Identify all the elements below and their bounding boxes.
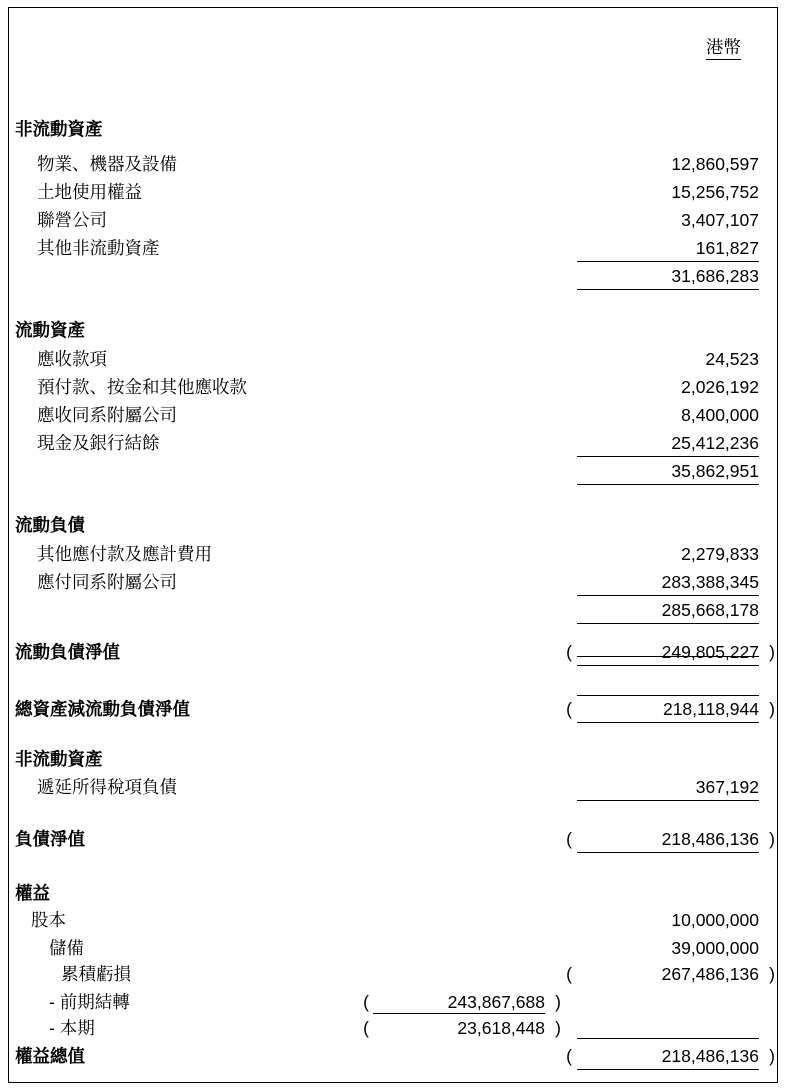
section-heading-non-current-assets (9, 116, 777, 142)
line-item-label: 物業、機器及設備 (37, 154, 177, 174)
total-assets-less-current-liabilities-row (9, 696, 777, 722)
net-current-liabilities-label: 流動負債淨值 (15, 642, 120, 662)
paren-open: ( (566, 642, 572, 662)
section-total (9, 597, 777, 623)
section-heading-current-assets (9, 317, 777, 343)
line-item-label: 土地使用權益 (37, 182, 142, 202)
line-item-amount: 2,279,833 (681, 544, 759, 564)
line-item-amount: 267,486,136 (661, 964, 759, 984)
section-heading-current-liabilities (9, 512, 777, 538)
net-current-liabilities-row (9, 639, 777, 665)
line-item-label: 股本 (31, 910, 66, 930)
line-item-amount: 3,407,107 (681, 210, 759, 230)
paren-open: ( (363, 992, 369, 1012)
paren-open: ( (363, 1018, 369, 1038)
total-assets-less-label: 總資產減流動負債淨值 (15, 699, 190, 719)
section-heading-non-current-liabilities (9, 746, 777, 772)
total-rule (577, 289, 759, 290)
line-item-label: 累積虧損 (61, 964, 131, 984)
equity-total-label: 權益總值 (15, 1046, 85, 1066)
subtotal-rule (577, 456, 759, 457)
section-total-amount: 285,668,178 (661, 600, 759, 620)
balance-sheet-frame (8, 7, 778, 1083)
line-item-amount: 8,400,000 (681, 405, 759, 425)
total-assets-less-amount: 218,118,944 (662, 699, 759, 719)
total-assets-less-rule-bottom (577, 722, 759, 723)
paren-close: ) (769, 1046, 775, 1066)
equity-total-rule-bottom (577, 1069, 759, 1070)
line-item-amount: 25,412,236 (671, 433, 759, 453)
equity-total-rule-top (577, 1038, 759, 1039)
line-item (9, 151, 777, 177)
accumulated-detail-rule (373, 1013, 545, 1014)
section-total-amount: 35,862,951 (671, 461, 759, 481)
line-item (9, 346, 777, 372)
line-item-amount: 10,000,000 (671, 910, 759, 930)
line-item (9, 569, 777, 595)
section-title: 權益 (15, 883, 50, 903)
line-item (9, 774, 777, 800)
line-item (9, 935, 777, 961)
paren-close: ) (769, 964, 775, 984)
line-item-label: 應收款項 (37, 349, 107, 369)
paren-close: ) (555, 992, 561, 1012)
paren-open: ( (566, 964, 572, 984)
line-item-amount: 161,827 (695, 238, 759, 258)
line-item-amount: 2,026,192 (681, 377, 759, 397)
line-item (9, 179, 777, 205)
line-item-label: 應付同系附屬公司 (37, 572, 177, 592)
paren-close: ) (555, 1018, 561, 1038)
line-item (9, 402, 777, 428)
line-item (9, 374, 777, 400)
deferred-tax-rule (577, 800, 759, 801)
net-liabilities-amount: 218,486,136 (661, 829, 759, 849)
paren-open: ( (566, 1046, 572, 1066)
section-total (9, 263, 777, 289)
paren-open: ( (566, 699, 572, 719)
total-rule (577, 623, 759, 624)
line-item-amount: 283,388,345 (661, 572, 759, 592)
net-current-liabilities-rule-bottom (577, 665, 759, 666)
section-title: 非流動資產 (15, 119, 103, 139)
line-item-label: 預付款、按金和其他應收款 (37, 377, 247, 397)
line-item-label: 遞延所得稅項負債 (37, 777, 177, 797)
section-total-amount: 31,686,283 (671, 266, 759, 286)
line-item-label: - 前期結轉 (49, 992, 130, 1012)
net-current-liabilities-amount: 249,805,227 (661, 642, 759, 662)
line-item-label: 其他應付款及應計費用 (37, 544, 212, 564)
paren-close: ) (769, 642, 775, 662)
subtotal-rule (577, 595, 759, 596)
line-item-amount: 23,618,448 (457, 1018, 545, 1038)
subtotal-rule (577, 261, 759, 262)
line-item (9, 541, 777, 567)
line-item (9, 907, 777, 933)
line-item-amount: 15,256,752 (671, 182, 759, 202)
paren-open: ( (566, 829, 572, 849)
line-item (9, 961, 777, 987)
section-title: 流動負債 (15, 515, 85, 535)
line-item-label: 聯營公司 (37, 210, 107, 230)
equity-total-row (9, 1043, 777, 1069)
section-heading-equity (9, 880, 777, 906)
total-rule (577, 484, 759, 485)
net-liabilities-row (9, 826, 777, 852)
line-item-label: 儲備 (49, 938, 84, 958)
line-item-amount: 367,192 (695, 777, 759, 797)
section-title: 非流動資產 (15, 749, 103, 769)
section-title: 流動資產 (15, 320, 85, 340)
net-liabilities-rule (577, 852, 759, 853)
line-item-amount: 12,860,597 (671, 154, 759, 174)
line-item-amount: 243,867,688 (447, 992, 545, 1012)
section-total (9, 458, 777, 484)
currency-header: 港幣 (706, 36, 741, 60)
line-item-label: 應收同系附屬公司 (37, 405, 177, 425)
line-item (9, 430, 777, 456)
line-item-label: 現金及銀行結餘 (37, 433, 160, 453)
line-item-amount: 39,000,000 (671, 938, 759, 958)
line-item (9, 235, 777, 261)
line-item-label: - 本期 (49, 1018, 95, 1038)
line-item-label: 其他非流動資產 (37, 238, 160, 258)
paren-close: ) (769, 829, 775, 849)
line-item-detail (9, 989, 777, 1015)
line-item-amount: 24,523 (705, 349, 759, 369)
equity-total-amount: 218,486,136 (661, 1046, 759, 1066)
paren-close: ) (769, 699, 775, 719)
line-item (9, 207, 777, 233)
net-liabilities-label: 負債淨值 (15, 829, 85, 849)
